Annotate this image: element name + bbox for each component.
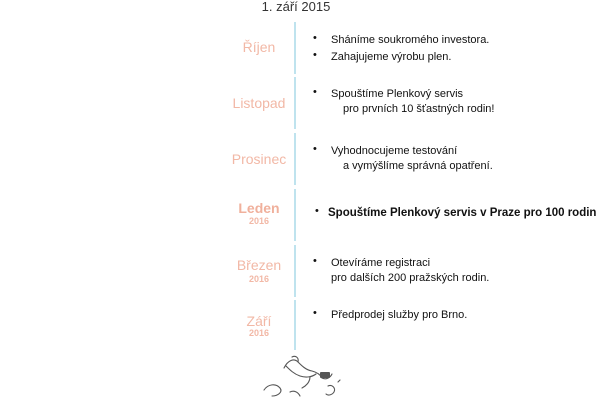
bullet-text: Spouštíme Plenkový servis [331,88,464,100]
month-label: Leden [238,200,280,216]
bullet-text: Zahajujeme výrobu plen. [331,51,452,63]
bullet-icon: • [313,143,317,155]
year-label: 2016 [248,328,270,338]
bullet-text: Spouštíme Plenkový servis v Praze pro 100 rodin [328,207,597,219]
bullet-text: Sháníme soukromého investora. [331,34,490,46]
month-label: Prosinec [231,151,287,167]
bullet-text: Otevíráme registraci [331,257,431,269]
timeline-row-leden [0,189,600,241]
year-label: 2016 [248,274,270,284]
page-title [0,0,600,14]
year-label: 2016 [248,216,270,226]
bullet-icon: • [313,86,317,98]
bullet-text: Vyhodnocujeme testování [331,145,458,157]
bullet-text-continued: pro prvních 10 šťastných rodin! [343,103,495,115]
timeline-divider [294,245,296,297]
bullet-text-continued: pro dalších 200 pražských rodin. [331,272,490,284]
timeline-divider [294,300,296,350]
timeline-divider [294,133,296,185]
bullet-icon: • [313,307,317,319]
title-text: 1. září 2015 [261,0,331,14]
bullet-text: Předprodej služby pro Brno. [331,309,468,321]
month-label: Březen [236,257,282,273]
timeline-divider [294,22,296,74]
bullet-icon: • [313,255,317,267]
month-label: Září [246,313,272,329]
timeline-row-prosinec [0,133,600,185]
month-label: Říjen [242,39,276,55]
timeline-divider [294,77,296,129]
month-label: Listopad [232,95,286,111]
bullet-icon: • [315,205,319,217]
timeline-divider [294,189,296,241]
timeline-row-brezen [0,245,600,297]
bullet-icon: • [313,49,317,61]
timeline-row-rijen [0,22,600,74]
timeline-row-zari [0,300,600,350]
stork-logo-icon [250,350,350,400]
timeline-row-listopad [0,77,600,129]
bullet-text-continued: a vymýšlíme správná opatření. [343,160,493,172]
bullet-icon: • [313,32,317,44]
